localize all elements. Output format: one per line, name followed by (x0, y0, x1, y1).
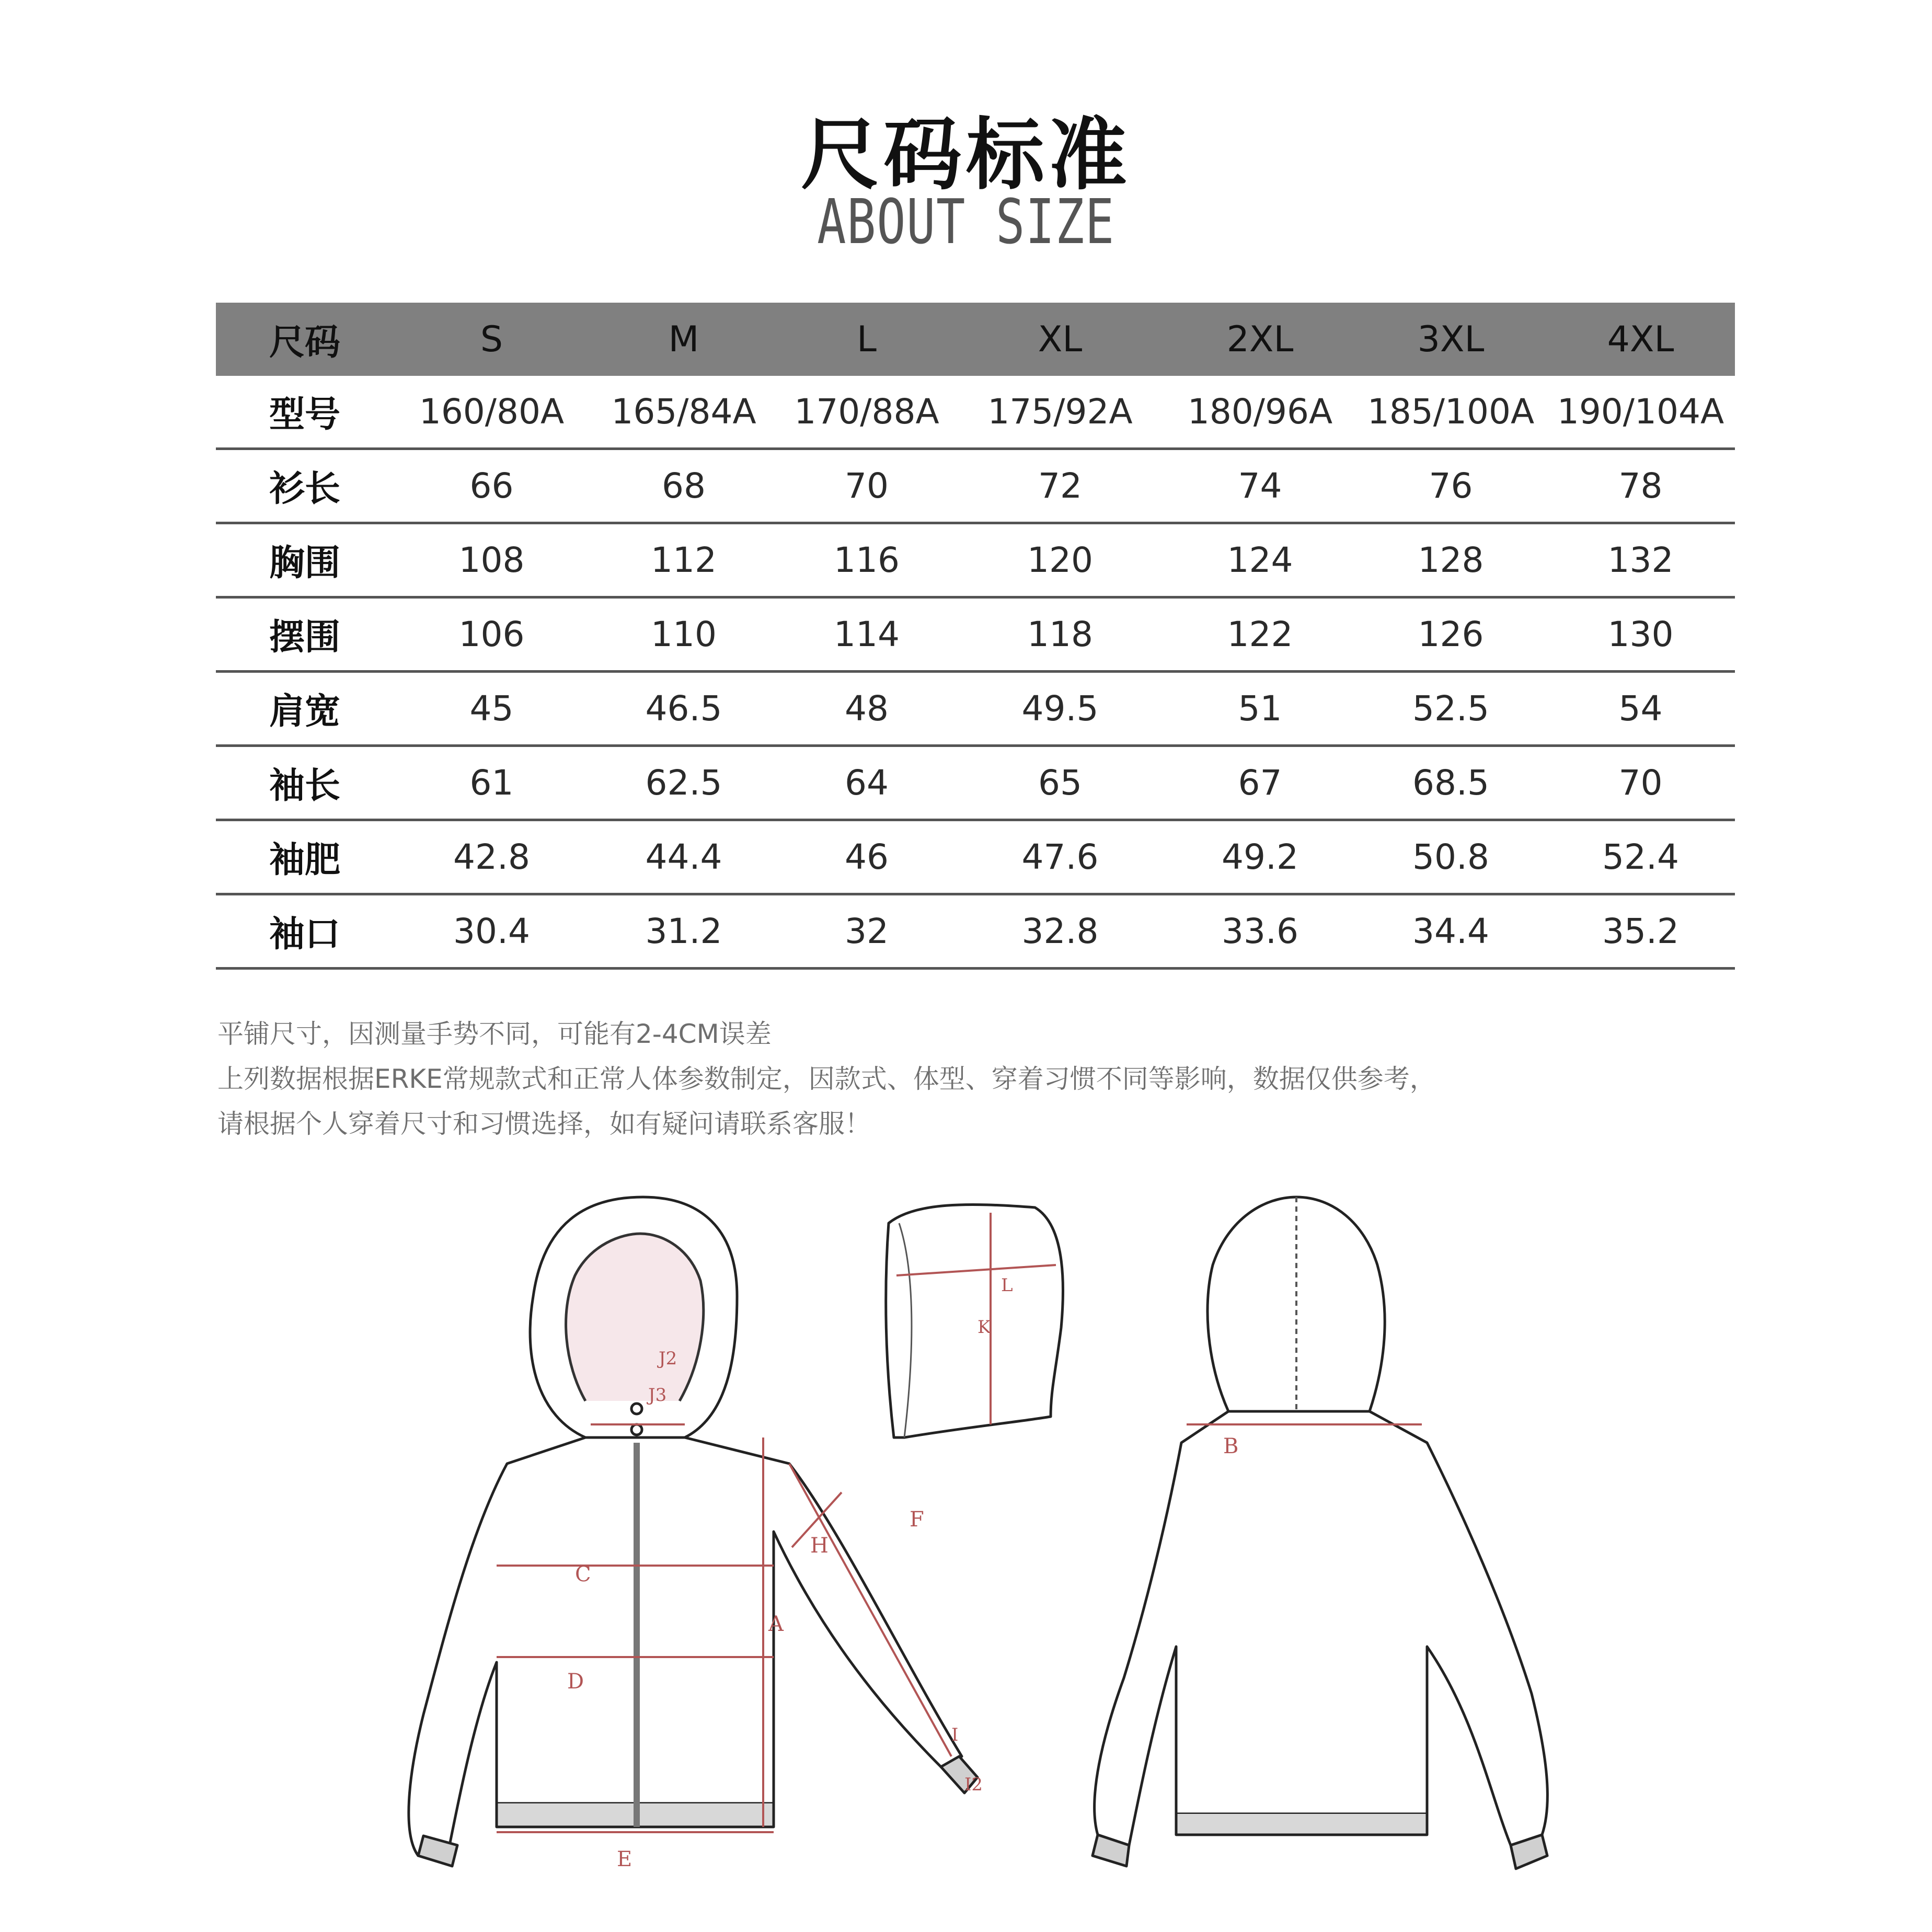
measure-l (896, 1265, 1056, 1275)
table-cell: 67 (1238, 763, 1282, 803)
table-cell: 46.5 (645, 688, 722, 729)
label-l: L (1001, 1275, 1013, 1296)
table-cell: 42.8 (453, 837, 530, 877)
header-size-l: L (857, 318, 877, 360)
back-left-cuff (1092, 1835, 1129, 1866)
measure-f (789, 1464, 951, 1756)
label-c: C (575, 1562, 591, 1586)
table-cell: 128 (1418, 540, 1484, 580)
table-cell: 76 (1429, 466, 1473, 506)
table-cell: 45 (469, 688, 514, 729)
drawcord-bottom (631, 1424, 642, 1435)
table-cell: 106 (458, 614, 525, 654)
row-label: 摆围 (269, 617, 340, 658)
table-cell: 190/104A (1557, 392, 1724, 432)
size-table-header-row (216, 303, 1735, 376)
table-cell: 108 (458, 540, 525, 580)
note-line: 上列数据根据ERKE常规款式和正常人体参数制定，因款式、体型、穿着习惯不同等影响，数据仅供参考， (217, 1064, 1436, 1094)
table-cell: 68.5 (1412, 763, 1489, 803)
row-label: 袖肥 (269, 840, 340, 881)
table-cell: 49.5 (1021, 688, 1099, 729)
back-right-cuff (1511, 1835, 1547, 1869)
size-table-row (216, 450, 1735, 524)
header-size-s: S (480, 318, 503, 360)
table-cell: 70 (1618, 763, 1663, 803)
table-cell: 51 (1238, 688, 1282, 729)
table-cell: 62.5 (645, 763, 722, 803)
back-body (1095, 1411, 1548, 1845)
size-table-row (216, 821, 1735, 895)
size-table-row (216, 524, 1735, 599)
table-cell: 126 (1418, 614, 1484, 654)
table-cell: 47.6 (1021, 837, 1099, 877)
table-cell: 31.2 (645, 911, 722, 951)
table-cell: 52.5 (1412, 688, 1489, 729)
header-size-xl: XL (1038, 318, 1083, 360)
back-hem (1176, 1814, 1427, 1835)
table-cell: 132 (1607, 540, 1674, 580)
table-cell: 32.8 (1021, 911, 1099, 951)
row-label: 袖长 (269, 765, 340, 807)
table-cell: 78 (1618, 466, 1663, 506)
label-i: I (951, 1724, 959, 1745)
label-b: B (1223, 1434, 1239, 1458)
table-cell: 122 (1227, 614, 1293, 654)
label-i2: I2 (964, 1774, 983, 1795)
label-h: H (810, 1534, 829, 1558)
label-a: A (768, 1612, 784, 1636)
header-size-4xl: 4XL (1607, 318, 1674, 360)
front-body (409, 1438, 962, 1856)
label-f: F (910, 1508, 924, 1532)
note-line: 平铺尺寸，因测量手势不同，可能有2-4CM误差 (217, 1019, 772, 1049)
size-table-row (216, 673, 1735, 747)
table-cell: 70 (845, 466, 889, 506)
header-size-m: M (668, 318, 699, 360)
label-e: E (617, 1847, 632, 1871)
front-face-opening (566, 1234, 704, 1401)
row-label: 型号 (269, 394, 340, 435)
size-table (216, 303, 1735, 970)
hood-side-view (886, 1204, 1063, 1438)
table-cell: 32 (845, 911, 889, 951)
header-size-2xl: 2XL (1226, 318, 1294, 360)
label-k: K (978, 1317, 991, 1338)
table-cell: 175/92A (987, 392, 1133, 432)
table-cell: 64 (845, 763, 889, 803)
table-cell: 49.2 (1222, 837, 1298, 877)
size-table-row (216, 599, 1735, 673)
header-label: 尺码 (269, 321, 340, 363)
table-cell: 74 (1238, 466, 1282, 506)
table-cell: 65 (1038, 763, 1082, 803)
page-subtitle: ABOUT SIZE (817, 186, 1115, 258)
size-notes (217, 1011, 1436, 1146)
table-cell: 30.4 (453, 911, 530, 951)
drawcord-top (631, 1404, 642, 1414)
label-j3: J3 (648, 1385, 667, 1406)
table-cell: 170/88A (794, 392, 939, 432)
table-cell: 48 (845, 688, 889, 729)
header-size-3xl: 3XL (1417, 318, 1485, 360)
row-label: 胸围 (269, 543, 340, 584)
table-cell: 118 (1027, 614, 1093, 654)
table-cell: 61 (469, 763, 514, 803)
measurement-diagram (340, 1192, 1594, 1871)
table-cell: 44.4 (645, 837, 722, 877)
table-cell: 160/80A (419, 392, 565, 432)
row-label: 袖口 (269, 914, 340, 955)
table-cell: 116 (834, 540, 900, 580)
hood-seam (899, 1223, 912, 1438)
table-cell: 124 (1227, 540, 1293, 580)
size-table-row (216, 376, 1735, 450)
table-cell: 68 (662, 466, 706, 506)
table-cell: 50.8 (1412, 837, 1489, 877)
note-line: 请根据个人穿着尺寸和习惯选择，如有疑问请联系客服！ (217, 1109, 871, 1139)
table-cell: 110 (651, 614, 717, 654)
row-label: 衫长 (269, 468, 340, 510)
row-label: 肩宽 (269, 691, 340, 732)
table-cell: 120 (1027, 540, 1093, 580)
page-title: 尺码标准 (800, 110, 1131, 201)
table-cell: 34.4 (1412, 911, 1489, 951)
table-cell: 72 (1038, 466, 1082, 506)
label-j2: J2 (659, 1348, 677, 1369)
table-cell: 35.2 (1602, 911, 1679, 951)
table-cell: 66 (469, 466, 514, 506)
table-cell: 185/100A (1367, 392, 1535, 432)
table-cell: 52.4 (1602, 837, 1679, 877)
size-table-row (216, 747, 1735, 821)
table-cell: 33.6 (1222, 911, 1298, 951)
label-d: D (567, 1670, 584, 1694)
table-cell: 130 (1607, 614, 1674, 654)
table-cell: 114 (834, 614, 900, 654)
table-cell: 165/84A (611, 392, 756, 432)
size-table-row (216, 895, 1735, 970)
table-cell: 46 (845, 837, 889, 877)
table-cell: 180/96A (1187, 392, 1333, 432)
table-cell: 112 (651, 540, 717, 580)
table-cell: 54 (1618, 688, 1663, 729)
